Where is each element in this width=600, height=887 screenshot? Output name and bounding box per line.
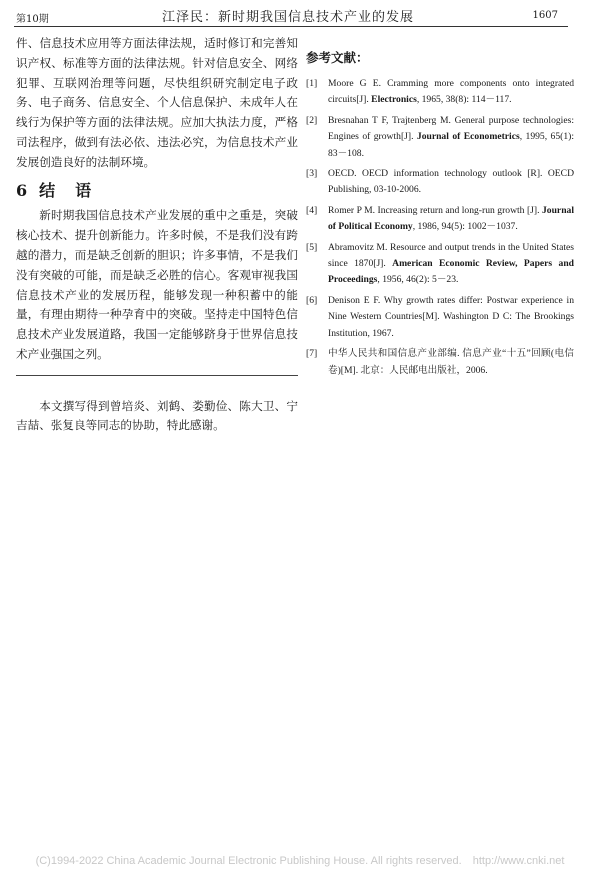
reference-index: [7] — [306, 348, 318, 360]
reference-index: [6] — [306, 294, 318, 306]
reference-journal: Electronics — [371, 94, 417, 106]
body-paragraph: 件、信息技术应用等方面法律法规，适时修订和完善知识产权、标准等方面的法律法规。针对信息安全、网络犯罪、互联网治理等问题，尽快组织研究制定电子政务、电子商务、信息安全、个人信息保护、未成年人在线行为保护等方面的法律法规。应加大执法力度，严格司法程序，做到有法必依、违法必究，为信息技术产业发展创造良好的法制环境。 — [16, 36, 298, 169]
references-section — [306, 34, 574, 383]
copyright-footer: (C)1994-2022 China Academic Journal Electronic Publishing House. All rights reserved. http://www.cnki.net — [35, 855, 565, 867]
acknowledgement: 本文撰写得到曾培炎、刘鹤、娄勤俭、陈大卫、宁吉喆、张复良等同志的协助，特此感谢。 — [16, 398, 298, 433]
references-heading: 参考文献： — [306, 50, 369, 65]
reference-item — [306, 113, 574, 162]
reference-list — [306, 76, 574, 379]
section-heading — [16, 181, 298, 201]
reference-item — [306, 240, 574, 289]
reference-item — [306, 203, 574, 236]
header-rule — [14, 26, 568, 27]
reference-text: Denison E F. Why growth rates differ: Postwar experience in Nine Western Countries[M]. Washington D C: The Brookings Institution, 1967. — [328, 294, 574, 339]
reference-item — [306, 346, 574, 379]
reference-item — [306, 76, 574, 109]
reference-journal: Journal of Econometrics — [416, 131, 520, 143]
reference-text: Bresnahan T F, Trajtenberg M. General purpose technologies: Engines of growth[J]. — [328, 114, 574, 143]
reference-details: , 1965, 38(8): 114－117. — [416, 94, 512, 106]
body-paragraph: 新时期我国信息技术产业发展的重中之重是，突破核心技术、提升创新能力。许多时候，不是我们没有跨越的潜力，而是缺乏创新的胆识；许多事情，不是我们没有突破的可能，而是缺乏必胜的信心。客观审视我国信息技术产业的发展历程，能够发现一种积蓄中的能量，有理由期待一种孕育中的突破。坚持走中国特色信息技术产业发展道路，我国一定能够跻身于世界信息技术产业强国之列。 — [16, 208, 298, 361]
reference-details: , 1995, 65(1): 83－108. — [328, 131, 574, 159]
page-number: 1607 — [532, 10, 558, 21]
reference-details: , 1956, 46(2): 5－23. — [377, 274, 459, 286]
reference-details: , 1986, 94(5): 1002－1037. — [412, 221, 518, 233]
reference-index: [2] — [306, 114, 318, 126]
reference-index: [4] — [306, 204, 318, 216]
reference-text: Moore G E. Cramming more components onto integrated circuits[J]. — [328, 78, 574, 106]
reference-index: [3] — [306, 168, 318, 180]
reference-text: Abramovitz M. Resource and output trends in the United States since 1870[J]. — [328, 241, 574, 270]
reference-item — [306, 166, 574, 199]
reference-text: 中华人民共和国信息产业部编. 信息产业“十五”回顾(电信卷)[M]. 北京：人民邮电出版社，2006. — [328, 348, 574, 376]
reference-text: OECD. OECD information technology outlook [R]. OECD Publishing, 03-10-2006. — [328, 168, 574, 196]
issue-number: 第10期 — [16, 14, 49, 25]
reference-item — [306, 293, 574, 342]
reference-journal: American Economic Review, Papers and Proceedings — [328, 258, 574, 286]
running-header — [0, 0, 600, 26]
reference-journal: Journal of Political Economy — [328, 204, 574, 233]
running-title: 江泽民：新时期我国信息技术产业的发展 — [162, 10, 415, 25]
section-number: 6 — [16, 180, 30, 200]
reference-text: Romer P M. Increasing return and long-run growth [J]. — [328, 204, 542, 216]
footnote-rule — [16, 375, 298, 376]
reference-index: [5] — [306, 241, 318, 253]
section-title: 结 语 — [39, 180, 94, 200]
reference-index: [1] — [306, 78, 318, 89]
left-column — [16, 34, 298, 365]
